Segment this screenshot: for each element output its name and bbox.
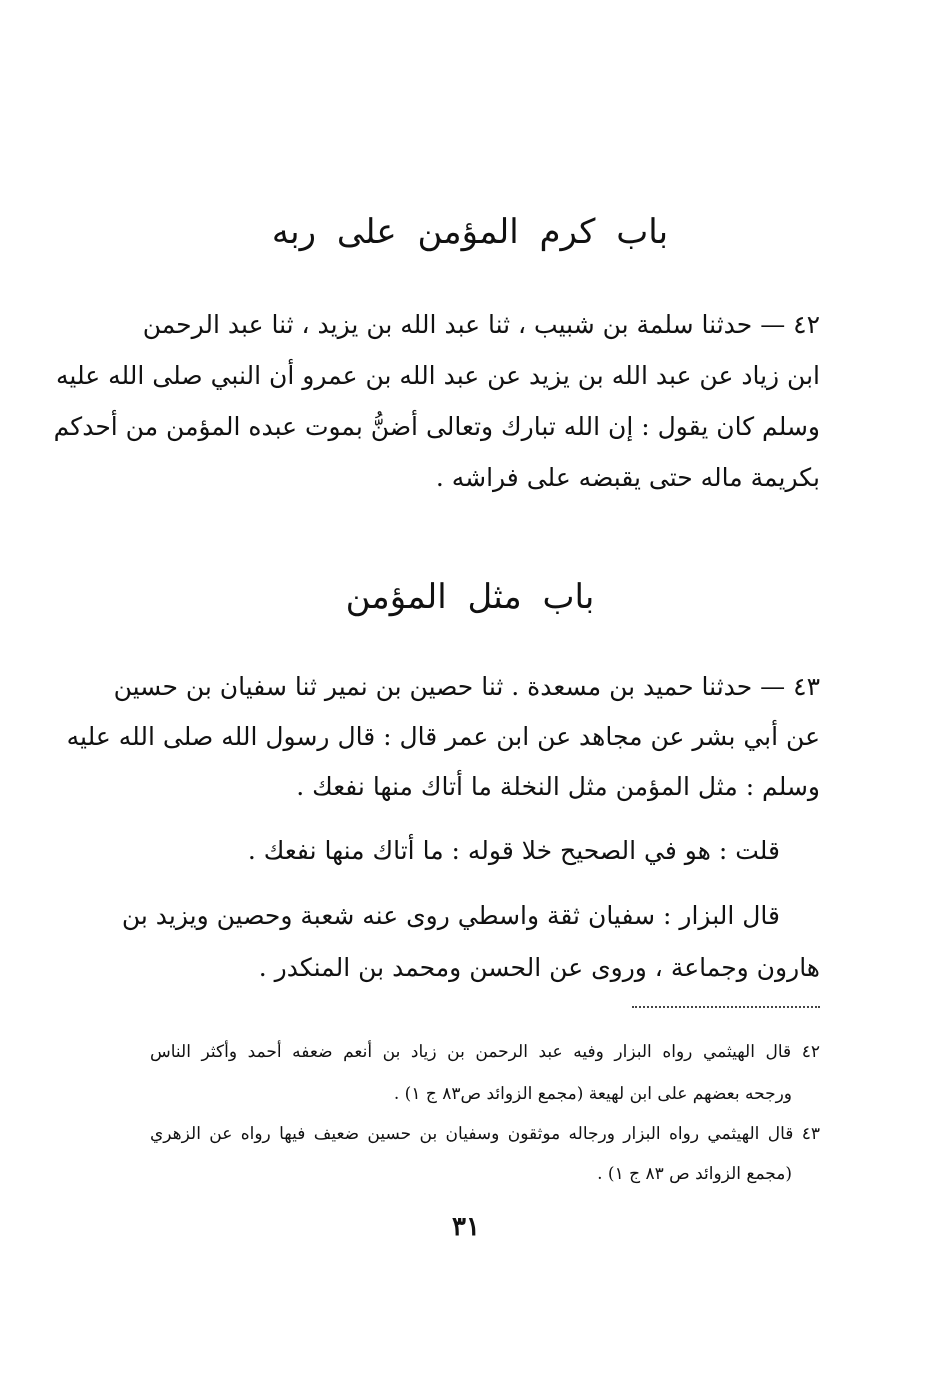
hadith-42-line-3: وسلم كان يقول : إن الله تبارك وتعالى أضنُّ بموت عبده المؤمن من أحدكم bbox=[53, 412, 820, 441]
hadith-43-line-2: عن أبي بشر عن مجاهد عن ابن عمر قال : قال رسول الله صلى الله عليه bbox=[66, 722, 820, 751]
hadith-42-line-4: بكريمة ماله حتى يقبضه على فراشه . bbox=[435, 463, 820, 492]
section-heading-2: باب مثل المؤمن bbox=[345, 577, 595, 617]
hadith-43-line-1: ٤٣ — حدثنا حميد بن مسعدة . ثنا حصين بن نمير ثنا سفيان بن حسين bbox=[113, 672, 820, 701]
section-heading-1: باب كرم المؤمن على ربه bbox=[271, 212, 669, 252]
footnote-42-line-1: ٤٢ قال الهيثمي رواه البزار وفيه عبد الرحمن بن زياد بن أنعم ضعفه أحمد وأكثر الناس bbox=[150, 1042, 820, 1062]
hadith-42-line-2: ابن زياد عن عبد الله بن يزيد عن عبد الله بن عمرو أن النبي صلى الله عليه bbox=[56, 361, 820, 390]
page-number: ٣١ bbox=[452, 1212, 480, 1242]
footnote-43-line-1: ٤٣ قال الهيثمي رواه البزار ورجاله موثقون وسفيان بن حسين ضعيف فيها رواه عن الزهري bbox=[150, 1124, 820, 1144]
footnote-43-line-2: (مجمع الزوائد ص ٨٣ ج ١) . bbox=[597, 1164, 792, 1184]
footnote-42-line-2: ورجحه بعضهم على ابن لهيعة (مجمع الزوائد ص٨٣ ج ١) . bbox=[393, 1084, 792, 1104]
bazzar-comment-line-2: هارون وجماعة ، وروى عن الحسن ومحمد بن المنكدر . bbox=[258, 953, 820, 982]
footnote-separator bbox=[632, 1006, 820, 1008]
author-note: قلت : هو في الصحيح خلا قوله : ما أتاك منها نفعك . bbox=[247, 836, 780, 865]
hadith-42-line-1: ٤٢ — حدثنا سلمة بن شبيب ، ثنا عبد الله بن يزيد ، ثنا عبد الرحمن bbox=[142, 310, 820, 339]
bazzar-comment-line-1: قال البزار : سفيان ثقة واسطي روى عنه شعبة وحصين ويزيد بن bbox=[121, 901, 780, 930]
hadith-43-line-3: وسلم : مثل المؤمن مثل النخلة ما أتاك منها نفعك . bbox=[296, 772, 820, 801]
